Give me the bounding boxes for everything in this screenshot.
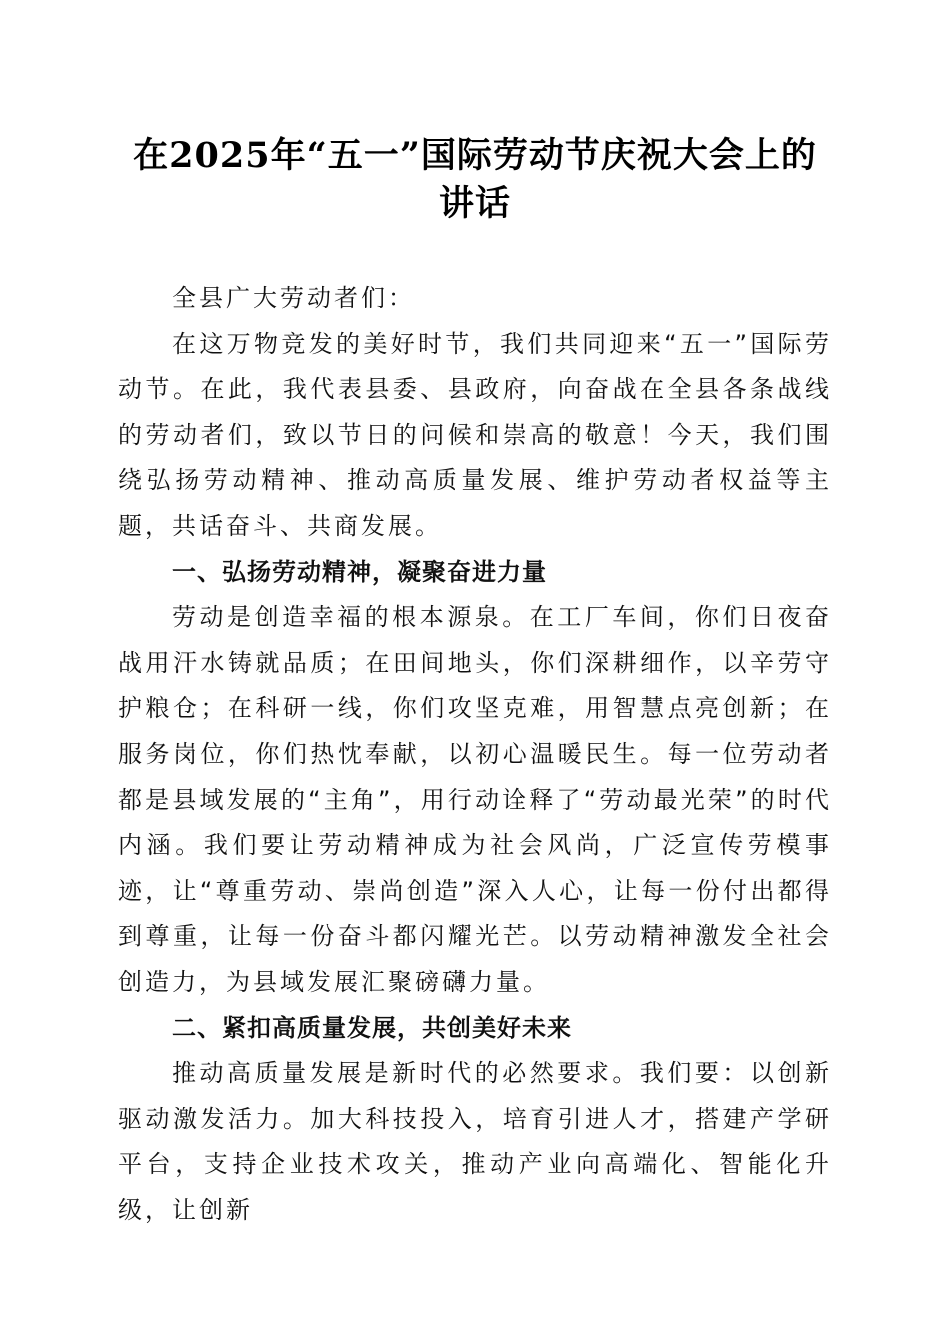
section-2-heading: 二、紧扣高质量发展，共创美好未来 <box>172 1013 572 1042</box>
document-title <box>100 132 850 228</box>
title-line-2: 讲话 <box>438 183 511 224</box>
section-2-paragraph: 推动高质量发展是新时代的必然要求。我们要：以创新驱动激发活力。加大科技投入，培育引进人才，搭建产学研平台，支持企业技术攻关，推动产业向高端化、智能化升级，让创新 <box>118 1059 832 1224</box>
title-line-1: 在2025年“五一”国际劳动节庆祝大会上的 <box>133 135 817 176</box>
document-body <box>118 276 832 1233</box>
section-1-paragraph: 劳动是创造幸福的根本源泉。在工厂车间，你们日夜奋战用汗水铸就品质；在田间地头，你们深耕细作，以辛劳守护粮仓；在科研一线，你们攻坚克难，用智慧点亮创新；在服务岗位，你们热忱奉献，以初心温暖民生。每一位劳动者都是县域发展的“主角”，用行动诠释了“劳动最光荣”的时代内涵。我们要让劳动精神成为社会风尚，广泛宣传劳模事迹，让“尊重劳动、崇尚创造”深入人心，让每一份付出都得到尊重，让每一份奋斗都闪耀光芒。以劳动精神激发全社会创造力，为县域发展汇聚磅礴力量。 <box>118 603 832 996</box>
salutation: 全县广大劳动者们： <box>172 284 415 312</box>
section-1-heading: 一、弘扬劳动精神，凝聚奋进力量 <box>172 557 547 586</box>
intro-paragraph: 在这万物竞发的美好时节，我们共同迎来“五一”国际劳动节。在此，我代表县委、县政府，向奋战在全县各条战线的劳动者们，致以节日的问候和崇高的敬意！今天，我们围绕弘扬劳动精神、推动高质量发展、维护劳动者权益等主题，共话奋斗、共商发展。 <box>118 329 832 540</box>
